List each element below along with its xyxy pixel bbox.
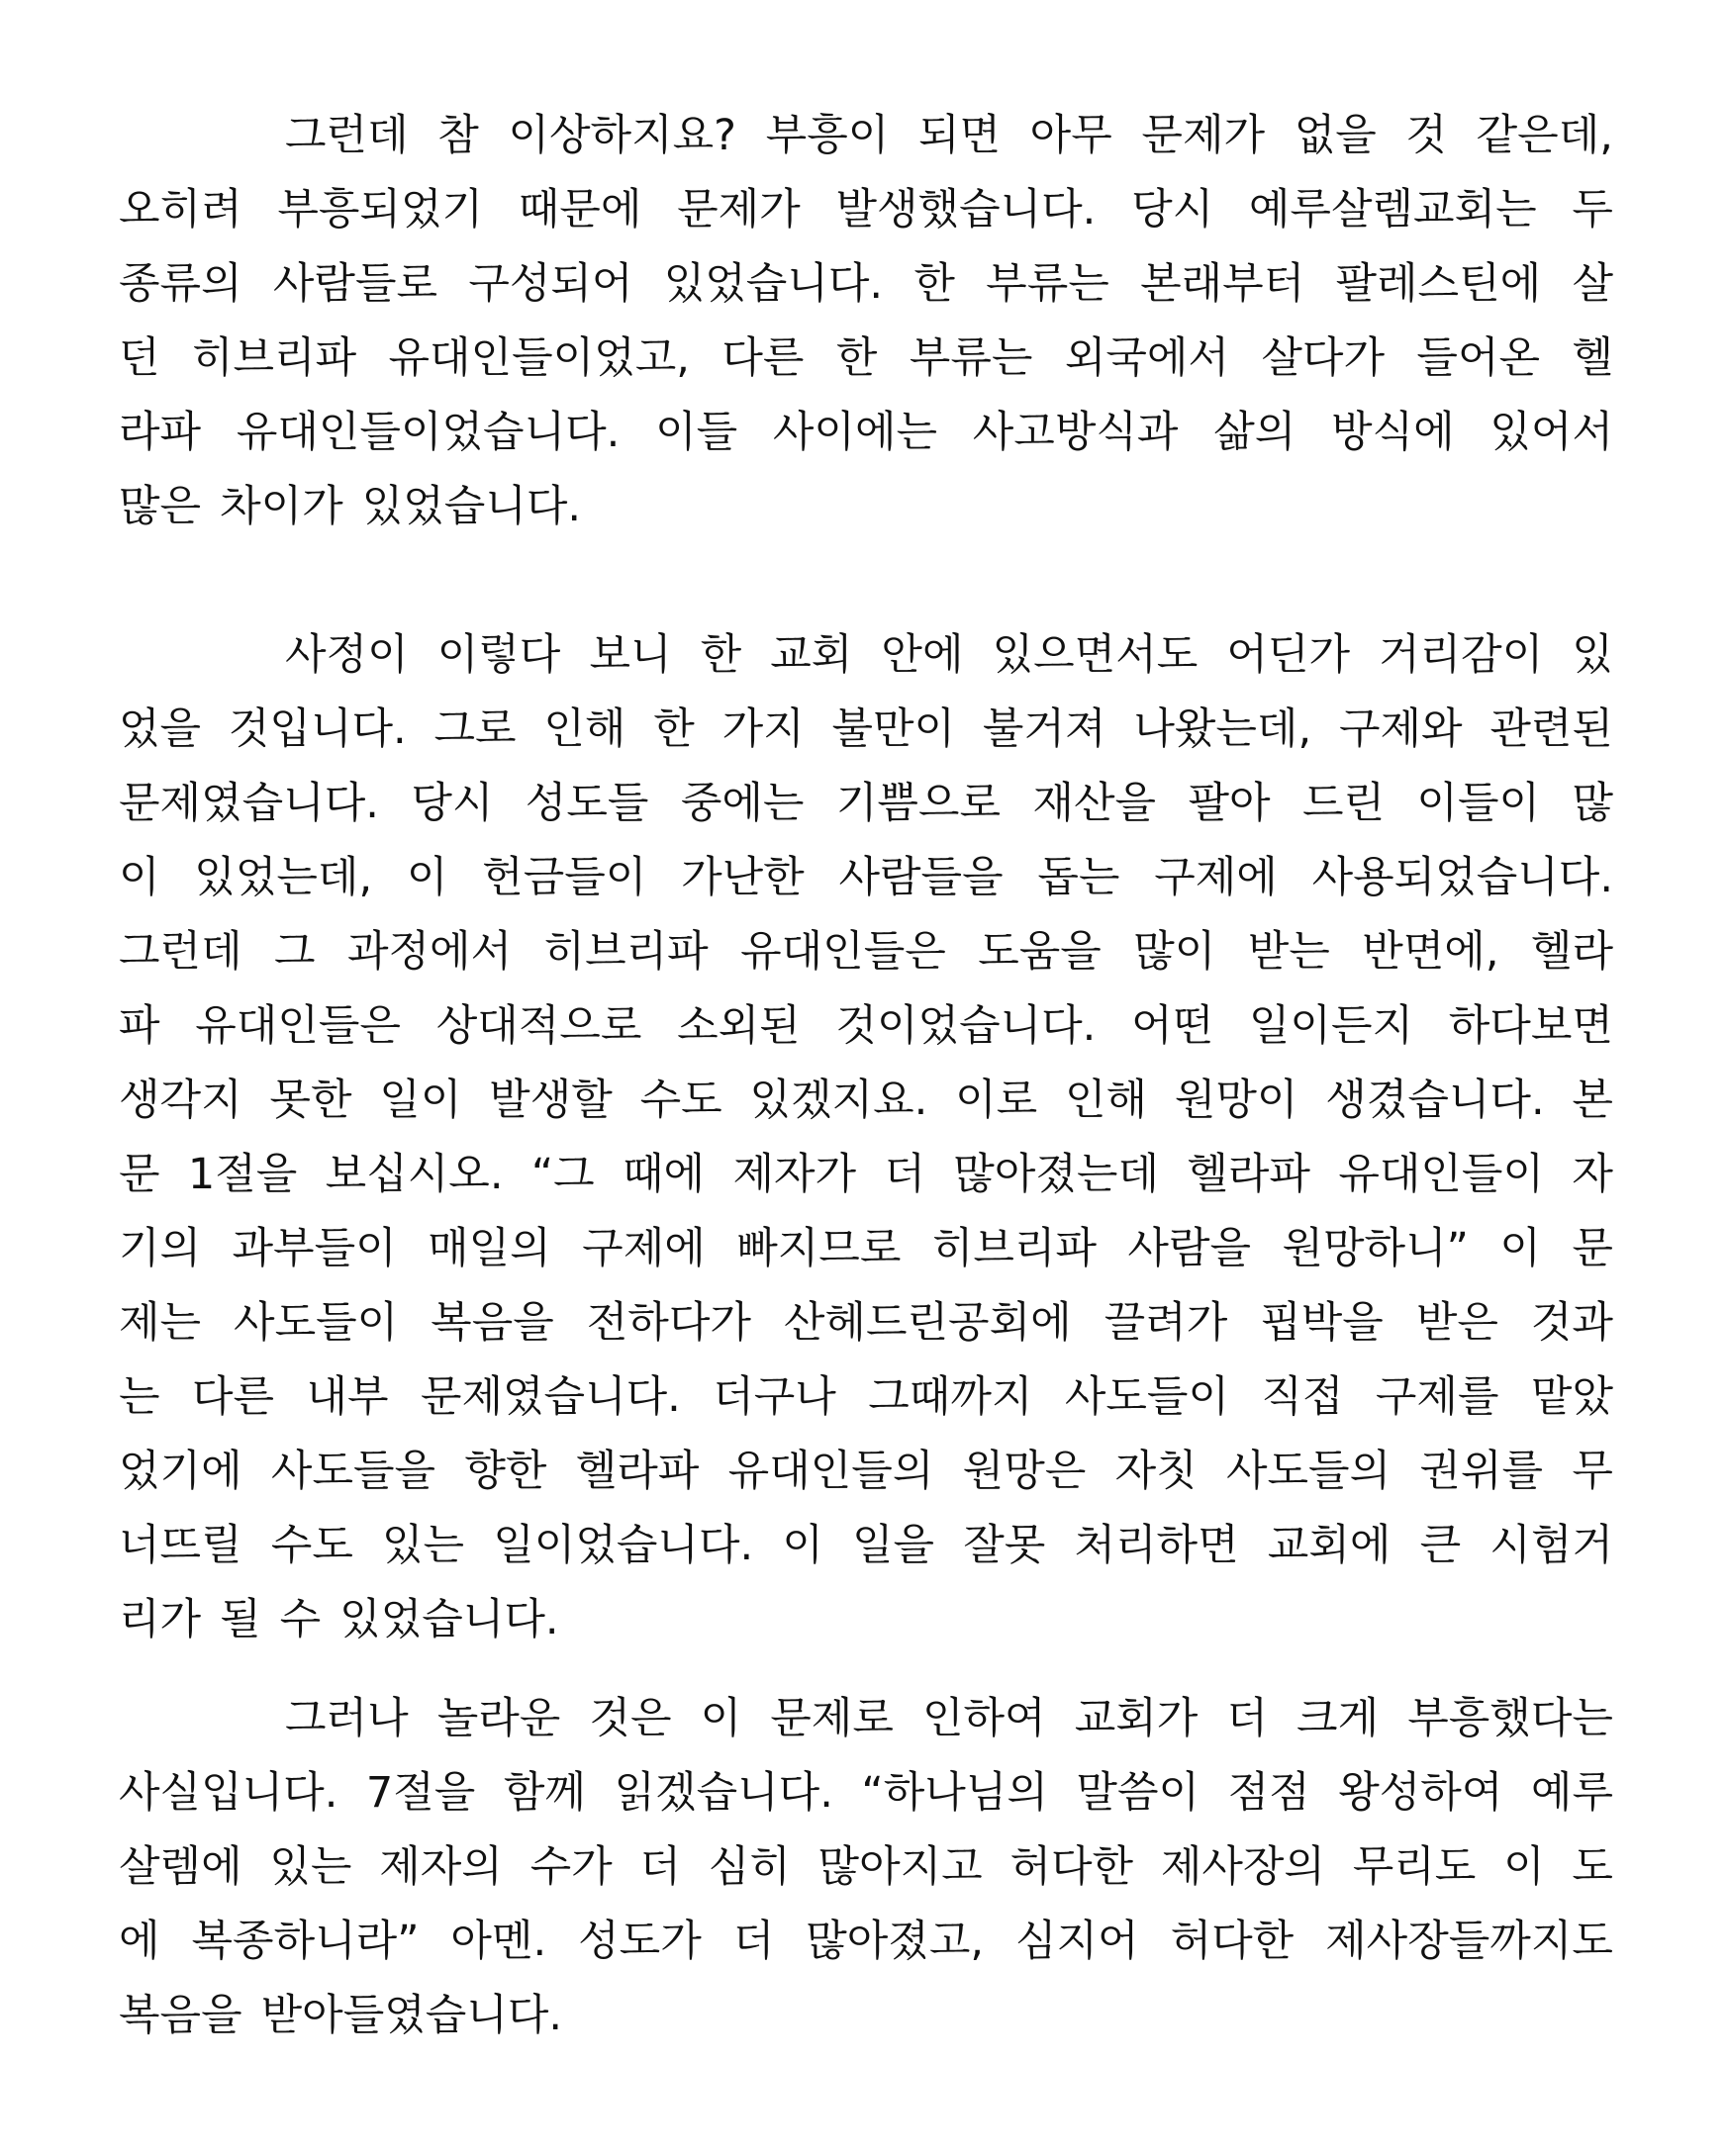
word: 본래부터 <box>1140 259 1305 309</box>
word: 것과 <box>1530 1298 1613 1348</box>
word: 유대인들의 <box>727 1447 934 1496</box>
word: 점점 <box>1227 1768 1310 1818</box>
word: 이렇다 <box>436 630 561 680</box>
word: 한 <box>913 259 955 309</box>
word: 과부들이 <box>232 1224 397 1273</box>
word: 사이에는 <box>772 408 938 457</box>
paragraph-1 <box>119 99 1613 544</box>
word: 었을 <box>119 704 202 754</box>
word: 것 <box>1405 111 1447 160</box>
word: 무 <box>1572 1447 1613 1496</box>
word: 이 <box>119 853 160 902</box>
word: 사람들을 <box>838 853 1004 902</box>
text-line <box>119 1979 1613 2053</box>
word: 발생했습니다. <box>835 185 1097 234</box>
word: 자 <box>1572 1150 1613 1199</box>
word: 심히 <box>708 1842 791 1892</box>
word: 더 <box>884 1150 925 1199</box>
word: 전하다가 <box>586 1298 751 1348</box>
word: 허다한 <box>1170 1917 1295 1966</box>
word: 제자가 <box>732 1150 857 1199</box>
text-line <box>119 1064 1613 1138</box>
word: 직접 <box>1261 1372 1344 1422</box>
word: 많아졌는데 <box>953 1150 1159 1199</box>
word: 복음을 <box>431 1298 554 1348</box>
word: 허다한 <box>1009 1842 1134 1892</box>
word: 돕는 <box>1037 853 1120 902</box>
word: 생겼습니다. <box>1325 1076 1545 1125</box>
word: 팔아 <box>1188 779 1271 828</box>
word: 함께 <box>503 1768 586 1818</box>
text-line <box>119 173 1613 247</box>
word: 있어서 <box>1489 408 1613 457</box>
word: 헬 <box>1572 333 1613 383</box>
text-line <box>119 915 1613 989</box>
text-line <box>119 841 1613 915</box>
word: 살다가 <box>1261 333 1386 383</box>
word: 매일의 <box>428 1224 551 1273</box>
word: 예루 <box>1530 1768 1613 1818</box>
word: 도 <box>1572 1842 1613 1892</box>
word: 처리하면 <box>1074 1521 1239 1570</box>
word: 불거져 <box>982 704 1106 754</box>
word: 때에 <box>623 1150 706 1199</box>
word: 이 <box>1499 1224 1541 1273</box>
paragraph-3 <box>119 1682 1613 2053</box>
word: 이 <box>406 853 448 902</box>
word: 안에 <box>881 630 964 680</box>
text-line <box>119 989 1613 1064</box>
word: 인해 <box>543 704 626 754</box>
word: 구제에 <box>582 1224 706 1273</box>
text-line <box>119 618 1613 693</box>
word: 유대인들이었습니다. <box>236 408 621 457</box>
word: 제는 <box>119 1298 202 1348</box>
word: 사실입니다. <box>119 1768 338 1818</box>
text-line <box>119 1360 1613 1435</box>
word: 보십시오. <box>325 1150 504 1199</box>
word: 구제를 <box>1375 1372 1499 1422</box>
word: 수가 <box>529 1842 613 1892</box>
word: 발생할 <box>489 1076 613 1125</box>
word: 종류의 <box>119 259 242 309</box>
text-line <box>119 1138 1613 1212</box>
text-line <box>119 767 1613 841</box>
word: 많 <box>1572 779 1613 828</box>
word: 문제가 <box>677 185 801 234</box>
word: 던 <box>119 333 160 383</box>
word: 구제와 <box>1338 704 1463 754</box>
word: 사정이 <box>285 630 409 680</box>
word: 복음을 <box>119 1991 242 2040</box>
word: 자칫 <box>1114 1447 1198 1496</box>
word: 많아지고 <box>817 1842 983 1892</box>
word: 원망하니” <box>1282 1224 1469 1273</box>
word: 제자의 <box>379 1842 503 1892</box>
word: 팔레스틴에 <box>1335 259 1542 309</box>
word: 수 <box>279 1595 322 1644</box>
word: 상대적으로 <box>435 1001 642 1051</box>
word: 가난한 <box>681 853 805 902</box>
word: 한 <box>835 333 878 383</box>
word: 이들이 <box>1416 779 1541 828</box>
word: 되면 <box>917 111 1002 160</box>
word: 반면에, <box>1362 927 1499 977</box>
word: 같은데, <box>1476 111 1613 160</box>
word: 그로 <box>433 704 517 754</box>
word: 일이든지 <box>1248 1001 1414 1051</box>
word: 교회가 <box>1074 1694 1199 1743</box>
word: 받아들였습니다. <box>260 1991 563 2040</box>
word: 때문에 <box>518 185 642 234</box>
word: 헌금들이 <box>482 853 647 902</box>
word: 산헤드린공회에 <box>783 1298 1072 1348</box>
word: 유대인들은 <box>195 1001 401 1051</box>
word: 하다보면 <box>1448 1001 1613 1051</box>
word: 도움을 <box>978 927 1102 977</box>
word: 부흥이 <box>765 111 890 160</box>
word: 리가 <box>119 1595 202 1644</box>
word: 그런데 <box>285 111 409 160</box>
word: 히브리파 <box>191 333 357 383</box>
word: 다른 <box>191 1372 275 1422</box>
word: 빠지므로 <box>736 1224 902 1273</box>
word: 제사장들까지도 <box>1325 1917 1613 1966</box>
word: 부흥되었기 <box>277 185 484 234</box>
word: 당시 <box>411 779 494 828</box>
word: 큰 <box>1419 1521 1462 1570</box>
word: 더구나 <box>713 1372 836 1422</box>
word: 받는 <box>1247 927 1330 977</box>
word: 었기에 <box>119 1447 242 1496</box>
word: 이 <box>1503 1842 1545 1892</box>
word: 살렘에 <box>119 1842 242 1892</box>
word: 한 <box>700 630 742 680</box>
word: 참 <box>437 111 479 160</box>
text-line <box>119 470 1613 544</box>
word: 오히려 <box>119 185 242 234</box>
word: 사람을 <box>1127 1224 1252 1273</box>
word: 어딘가 <box>1226 630 1351 680</box>
word: 잘못 <box>963 1521 1046 1570</box>
word: 사용되었습니다. <box>1311 853 1613 902</box>
word: 시험거 <box>1489 1521 1613 1570</box>
word: 있었습니다. <box>663 259 884 309</box>
word: 많아졌고, <box>806 1917 985 1966</box>
word: 1절을 <box>187 1150 298 1199</box>
word: 더 <box>639 1842 681 1892</box>
word: 있는 <box>269 1842 352 1892</box>
word: 그러나 <box>285 1694 409 1743</box>
word: 헬라파 <box>575 1447 700 1496</box>
word: 생각지 <box>119 1076 242 1125</box>
word: 것은 <box>589 1694 672 1743</box>
word: 부류는 <box>986 259 1109 309</box>
word: 있었습니다. <box>361 482 582 531</box>
word: 관련된 <box>1489 704 1613 754</box>
text-line <box>119 1756 1613 1830</box>
word: 예루살렘교회는 <box>1248 185 1537 234</box>
word: 문제가 <box>1141 111 1266 160</box>
word: 삶의 <box>1213 408 1296 457</box>
text-line <box>119 1212 1613 1286</box>
word: 이 <box>782 1521 823 1570</box>
word: 놀라운 <box>436 1694 561 1743</box>
word: 더 <box>1226 1694 1268 1743</box>
word: 아무 <box>1029 111 1112 160</box>
word: 크게 <box>1296 1694 1380 1743</box>
word: 더 <box>732 1917 775 1966</box>
word: 인해 <box>1064 1076 1148 1125</box>
word: 일을 <box>852 1521 935 1570</box>
word: 살 <box>1572 259 1613 309</box>
word: 거리감이 <box>1379 630 1544 680</box>
word: 재산을 <box>1032 779 1157 828</box>
word: 유대인들은 <box>740 927 946 977</box>
word: 권위를 <box>1419 1447 1544 1496</box>
word: 들어온 <box>1416 333 1541 383</box>
word: 유대인들이었고, <box>388 333 690 383</box>
word: 소외된 <box>677 1001 801 1051</box>
word: 너뜨릴 <box>119 1521 242 1570</box>
word: 기쁨으로 <box>835 779 1002 828</box>
word: 무리도 <box>1352 1842 1477 1892</box>
word: 이들 <box>655 408 738 457</box>
word: 부흥했다는 <box>1407 1694 1613 1743</box>
word: 될 <box>220 1595 261 1644</box>
text-line <box>119 99 1613 173</box>
word: 심지어 <box>1014 1917 1139 1966</box>
word: 내부 <box>306 1372 389 1422</box>
word: 있었습니다. <box>339 1595 559 1644</box>
word: 외국에서 <box>1064 333 1229 383</box>
word: “그 <box>530 1150 595 1199</box>
text-line <box>119 1830 1613 1905</box>
word: 에 <box>119 1917 160 1966</box>
word: 없을 <box>1294 111 1377 160</box>
word: 있 <box>1572 630 1613 680</box>
word: 것이었습니다. <box>835 1001 1097 1051</box>
word: 그 <box>274 927 316 977</box>
word: 두 <box>1572 185 1613 234</box>
word: 읽겠습니다. <box>614 1768 833 1818</box>
word: 일이 <box>379 1076 462 1125</box>
word: 방식에 <box>1331 408 1455 457</box>
word: 그런데 <box>119 927 242 977</box>
word: 있으면서도 <box>992 630 1199 680</box>
word: 사고방식과 <box>972 408 1179 457</box>
word: 있겠지요. <box>749 1076 928 1125</box>
word: 는 <box>119 1372 160 1422</box>
word: 가지 <box>721 704 805 754</box>
text-line <box>119 1583 1613 1657</box>
word: 나왔는데, <box>1133 704 1312 754</box>
word: 문제였습니다. <box>119 779 379 828</box>
word: 어떤 <box>1131 1001 1214 1051</box>
word: 끌려가 <box>1104 1298 1228 1348</box>
text-line <box>119 247 1613 322</box>
text-line <box>119 1286 1613 1360</box>
word: 이로 <box>955 1076 1038 1125</box>
text-line <box>119 322 1613 396</box>
word: 본 <box>1572 1076 1613 1125</box>
word: 수도 <box>639 1076 722 1125</box>
word: 아멘. <box>450 1917 547 1966</box>
word: 히브리파 <box>931 1224 1097 1273</box>
word: 수도 <box>270 1521 353 1570</box>
word: 구성되어 <box>468 259 633 309</box>
word: 7절을 <box>365 1768 476 1818</box>
word: 성도들 <box>525 779 649 828</box>
word: 드린 <box>1301 779 1386 828</box>
word: 부류는 <box>909 333 1033 383</box>
word: 왕성하여 <box>1338 1768 1503 1818</box>
word: 이상하지요? <box>508 111 736 160</box>
word: 히브리파 <box>543 927 709 977</box>
word: 향한 <box>464 1447 547 1496</box>
word: 문 <box>1572 1224 1613 1273</box>
word: 복종하니라” <box>191 1917 420 1966</box>
word: 있는 <box>382 1521 465 1570</box>
word: 과정에서 <box>346 927 513 977</box>
word: 말씀이 <box>1076 1768 1200 1818</box>
word: 문제였습니다. <box>420 1372 681 1422</box>
word: 그때까지 <box>868 1372 1033 1422</box>
word: 제사장의 <box>1160 1842 1325 1892</box>
word: 기의 <box>119 1224 202 1273</box>
word: 헬라 <box>1530 927 1613 977</box>
text-line <box>119 1682 1613 1756</box>
word: 불만이 <box>831 704 956 754</box>
word: 많이 <box>1133 927 1216 977</box>
word: 문제로 <box>770 1694 894 1743</box>
text-line <box>119 396 1613 470</box>
paragraph-2 <box>119 618 1613 1657</box>
word: 교회 <box>770 630 853 680</box>
text-line <box>119 1509 1613 1583</box>
word: 받은 <box>1415 1298 1498 1348</box>
word: 못한 <box>269 1076 352 1125</box>
word: 헬라파 <box>1187 1150 1310 1199</box>
word: 유대인들이 <box>1338 1150 1545 1199</box>
word: 문 <box>119 1150 160 1199</box>
word: 인하여 <box>921 1694 1046 1743</box>
word: 당시 <box>1131 185 1214 234</box>
word: 구제에 <box>1154 853 1278 902</box>
word: 성도가 <box>578 1917 702 1966</box>
word: 교회에 <box>1267 1521 1392 1570</box>
word: 차이가 <box>220 482 343 531</box>
word: 보니 <box>589 630 672 680</box>
word: “하나님의 <box>861 1768 1048 1818</box>
word: 파 <box>119 1001 160 1051</box>
word: 사도들을 <box>270 1447 436 1496</box>
word: 사도들이 <box>1064 1372 1229 1422</box>
word: 사도들의 <box>1225 1447 1392 1496</box>
word: 사도들이 <box>234 1298 399 1348</box>
word: 라파 <box>119 408 202 457</box>
word: 원망이 <box>1174 1076 1298 1125</box>
word: 원망은 <box>962 1447 1087 1496</box>
word: 한 <box>653 704 695 754</box>
word: 핍박을 <box>1260 1298 1384 1348</box>
word: 일이었습니다. <box>493 1521 754 1570</box>
word: 중에는 <box>680 779 805 828</box>
text-line <box>119 1905 1613 1979</box>
word: 있었는데, <box>194 853 373 902</box>
word: 사람들로 <box>272 259 438 309</box>
text-line <box>119 1435 1613 1509</box>
word: 것입니다. <box>228 704 407 754</box>
text-line <box>119 693 1613 767</box>
word: 많은 <box>119 482 202 531</box>
word: 이 <box>700 1694 742 1743</box>
word: 다른 <box>721 333 805 383</box>
word: 맡았 <box>1530 1372 1613 1422</box>
